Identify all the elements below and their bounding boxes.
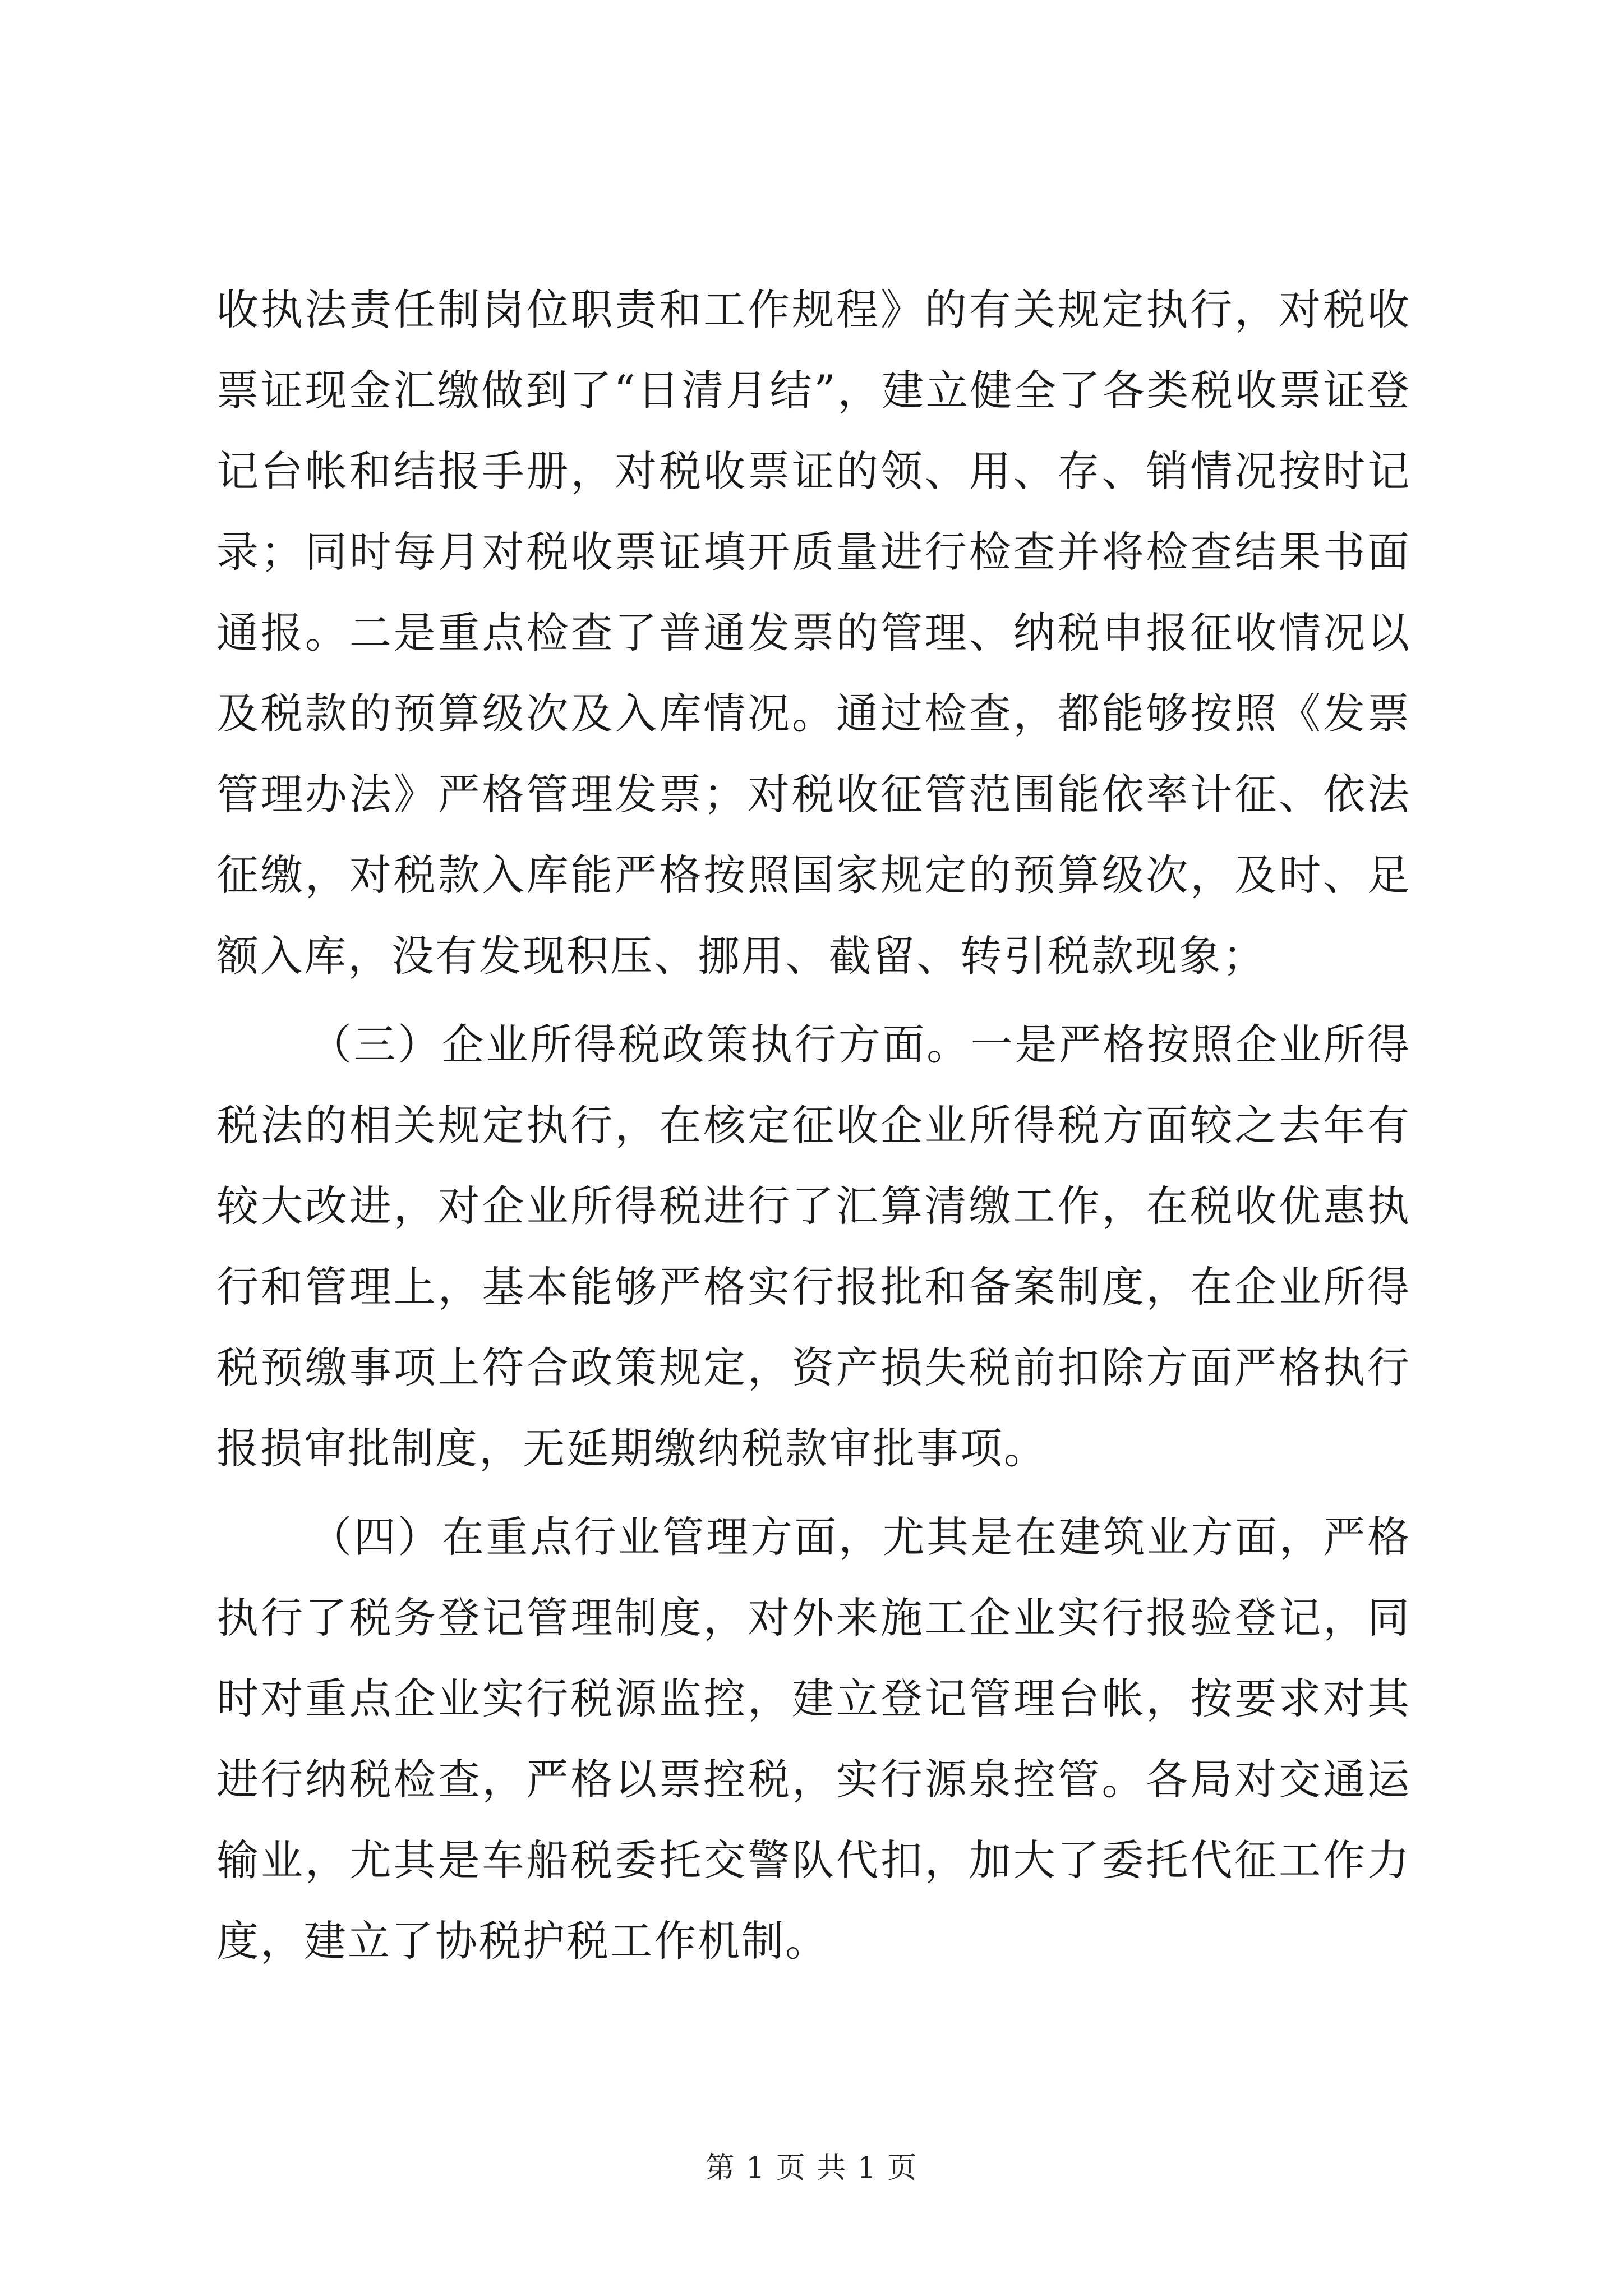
- paragraph-continued: 收执法责任制岗位职责和工作规程》的有关规定执行，对税收票证现金汇缴做到了“日清月结”，建立健全了各类税收票证登记台帐和结报手册，对税收票证的领、用、存、销情况按时记录；同时每月对税收票证填开质量进行检查并将检查结果书面通报。二是重点检查了普通发票的管理、纳税申报征收情况以及税款的预算级次及入库情况。通过检查，都能够按照《发票管理办法》严格管理发票；对税收征管范围能依率计征、依法征缴，对税款入库能严格按照国家规定的预算级次，及时、足额入库，没有发现积压、挪用、截留、转引税款现象；: [216, 285, 1411, 981]
- paragraph-section-three: （三）企业所得税政策执行方面。一是严格按照企业所得税法的相关规定执行，在核定征收企业所得税方面较之去年有较大改进，对企业所得税进行了汇算清缴工作，在税收优惠执行和管理上，基本能够严格实行报批和备案制度，在企业所得税预缴事项上符合政策规定，资产损失税前扣除方面严格执行报损审批制度，无延期缴纳税款审批事项。: [216, 1020, 1411, 1473]
- document-body: [216, 269, 1411, 1981]
- paragraph-section-four: （四）在重点行业管理方面，尤其是在建筑业方面，严格执行了税务登记管理制度，对外来施工企业实行报验登记，同时对重点企业实行税源监控，建立登记管理台帐，按要求对其进行纳税检查，严格以票控税，实行源泉控管。各局对交通运输业，尤其是车船税委托交警队代扣，加大了委托代征工作力度，建立了协税护税工作机制。: [216, 1512, 1411, 1966]
- page-number-footer: 第 1 页 共 1 页: [705, 2151, 918, 2185]
